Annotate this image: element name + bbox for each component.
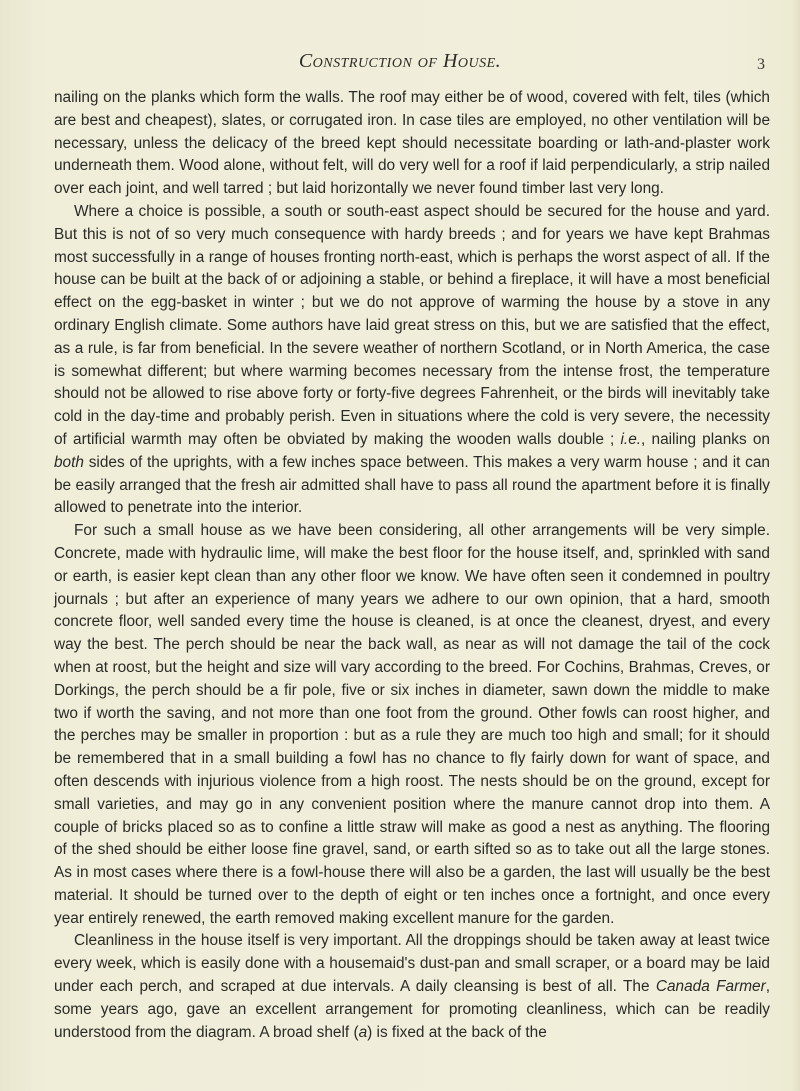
- paragraph-1: nailing on the planks which form the walls. The roof may either be of wood, covered with felt, tiles (which are best and cheapest), slates, or corrugated iron. In case tiles are employed, no other ventilation will be necessary, unless the delicacy of the breed kept should necessitate boarding or lath-and-plaster work underneath them. Wood alone, without felt, will do very well for a roof if laid perpendicularly, a strip nailed over each joint, and well tarred ; but laid horizontally we never found timber last very long.: [54, 89, 770, 198]
- running-header: [0, 50, 800, 73]
- paragraph-2-part1: Where a choice is possible, a south or south-east aspect should be secured for the house and yard. But this is not of so very much consequence with hardy breeds ; and for years we have kept Brahmas most successfully in a range of houses fronting north-east, which is perhaps the worst aspect of all. If the house can be built at the back of or adjoining a stable, or behind a fireplace, it will have a most beneficial effect on the egg-basket in winter ; but we do not approve of warming the house by a stove in any ordinary English climate. Some authors have laid great stress on this, but we are satisfied that the effect, as a rule, is far from beneficial. In the severe weather of northern Scotland, or in North America, the case is somewhat different; but where warming becomes necessary from the intense frost, the temperature should not be allowed to rise above forty or forty-five degrees Fahrenheit, or the birds will inevitably take cold in the day-time and probably perish. Even in situations where the cold is very severe, the necessity of artificial warmth may often be obviated by making the wooden walls double ;: [54, 202, 770, 448]
- paragraph-2: [54, 201, 770, 520]
- page-number: 3: [757, 56, 765, 73]
- paragraph-4-publication: Canada Farmer: [655, 978, 766, 996]
- paragraph-4-part3: ) is fixed at the back of the: [367, 1023, 547, 1041]
- paragraph-2-part2: , nailing planks on: [641, 430, 770, 448]
- paragraph-2-part3: sides of the uprights, with a few inches space between. This makes a very warm house ; and it can be easily arranged that the fresh air admitted shall have to pass all round the apartment before it is finally allowed to penetrate into the interior.: [54, 453, 770, 517]
- header-title-part1: Construction: [298, 50, 413, 72]
- paragraph-4: [54, 930, 770, 1044]
- header-title-of: of: [412, 50, 443, 72]
- page-edge: [790, 0, 800, 1091]
- paragraph-4-part1: Cleanliness in the house itself is very important. All the droppings should be taken away at least twice every week, which is easily done with a housemaid's dust-pan and small scraper, or a board may be laid under each perch, and scraped at due intervals. A daily cleansing is best of all. The: [54, 932, 770, 996]
- paragraph-3: For such a small house as we have been considering, all other arrangements will be very simple. Concrete, made with hydraulic lime, will make the best floor for the house itself, and, sprinkled with sand or earth, is easier kept clean than any other floor we know. We have often seen it condemned in poultry journals ; but after an experience of many years we adhere to our own opinion, that a hard, smooth concrete floor, well sanded every time the house is cleaned, is at once the cleanest, dryest, and every way the best. The perch should be near the back wall, as near as will not damage the tail of the cock when at roost, but the height and size will vary according to the breed. For Cochins, Brahmas, Creves, or Dorkings, the perch should be a fir pole, five or six inches in diameter, sawn down the middle to make two if worth the saving, and not more than one foot from the ground. Other fowls can roost higher, and the perches may be smaller in proportion : but as a rule they are much too high and small; for it should be remembered that in a small building a fowl has no chance to fly fairly down for want of space, and often descends with injurious violence from a high roost. The nests should be on the ground, except for small varieties, and may go in any convenient position where the manure cannot drop into them. A couple of bricks placed so as to confine a little straw will make as good a nest as anything. The flooring of the shed should be either loose fine gravel, sand, or earth sifted so as to take out all the large stones. As in most cases where there is a fowl-house there will also be a garden, the last will usually be the best material. It should be turned over to the depth of eight or ten inches once a fortnight, and once every year entirely renewed, the earth removed making excellent manure for the garden.: [54, 522, 770, 927]
- paragraph-2-both: both: [54, 453, 84, 471]
- paragraph-4-label-a: a: [358, 1023, 368, 1041]
- paragraph-4-part2: , some years ago, gave an excellent arrangement for promoting cleanliness, which can be readily understood from the diagram. A broad shelf (: [54, 978, 770, 1041]
- header-title-part2: House.: [442, 50, 502, 72]
- body-text: [54, 87, 770, 1044]
- paragraph-2-ie: i.e.: [620, 430, 642, 448]
